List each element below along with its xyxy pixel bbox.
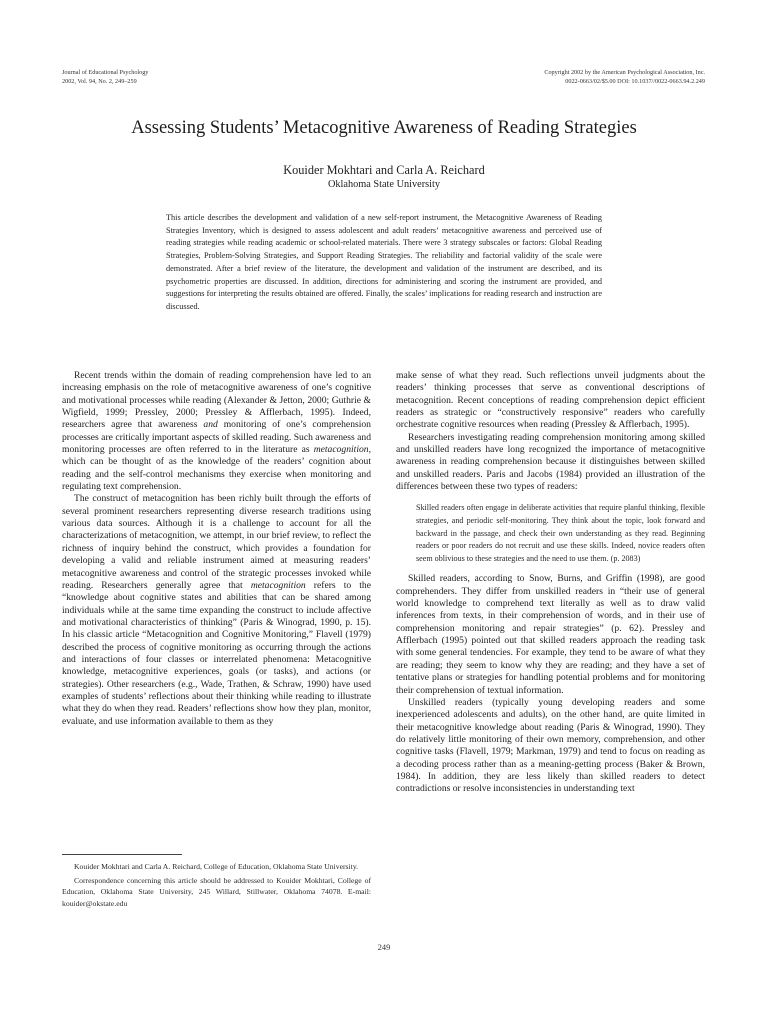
abstract: This article describes the development and validation of a new self-report instrument, the Metacognitive Awareness of Reading Strategies Inventory, which is designed to assess adolescent and adult readers’ metacognitive awareness and perceived use of reading strategies while reading academic or school-related materials. There were 3 strategy subscales or factors: Global Reading Strategies, Problem-Solving Strategies, and Support Reading Strategies. The reliability and factorial validity of the scale were demonstrated. After a brief review of the literature, the development and validation of the instrument are described, and its psychometric properties are discussed. In addition, directions for administering and scoring the instrument are provided, and suggestions for interpreting the results obtained are offered. Finally, the scales’ implications for reading research and instruction are discussed.	[166, 213, 602, 311]
footnote-divider	[62, 854, 182, 855]
article-title: Assessing Students’ Metacognitive Awareness of Reading Strategies	[131, 118, 637, 138]
right-column	[396, 370, 705, 796]
copyright-line: Copyright 2002 by the American Psychological Association, Inc.	[544, 69, 705, 76]
correspondence-note: Correspondence concerning this article should be addressed to Kouider Mokhtari, College of Education, Oklahoma State University, 245 Willard, Stillwater, Oklahoma 74078. E-mail: kouider@okstate.edu	[62, 875, 371, 908]
journal-volume: 2002, Vol. 94, No. 2, 249–259	[62, 77, 137, 85]
page-number: 249	[377, 943, 391, 952]
left-column	[62, 370, 371, 728]
emphasis-text: and	[203, 419, 218, 431]
author-names: Kouider Mokhtari and Carla A. Reichard	[283, 163, 485, 177]
text-run: monitoring of one’s comprehension processes are critically important aspects of skilled reading. Such awareness and monitoring processes are often referred to in the literature as	[62, 419, 371, 456]
body-paragraph: Unskilled readers (typically young developing readers and some inexperienced adolescents and adults), on the other hand, are quite limited in their metacognitive knowledge about reading (Paris & Winograd, 1990). They do relatively little monitoring of their own memory, comprehension, and other cognitive tasks (Flavell, 1979; Markman, 1979) and tend to focus on reading as a decoding process rather than as a meaning-getting process (Baker & Brown, 1984). In addition, they are less likely than skilled readers to detect contradictions or resolve inconsistencies in understanding text	[396, 696, 705, 795]
journal-name: Journal of Educational Psychology	[62, 69, 149, 76]
author-note: Kouider Mokhtari and Carla A. Reichard, College of Education, Oklahoma State University.	[74, 862, 359, 871]
copyright-header	[440, 69, 705, 86]
emphasis-text: metacognition,	[313, 444, 371, 456]
body-paragraph	[62, 493, 371, 728]
emphasis-text: metacognition	[250, 579, 306, 591]
body-paragraph: Skilled readers, according to Snow, Burns, and Griffin (1998), are good comprehenders. They differ from unskilled readers in “their use of general world knowledge to comprehend text literally as well as to draw valid inferences from texts, in their comprehension of words, and in their use of comprehension monitoring and repair strategies” (p. 62). Pressley and Afflerbach (1995) pointed out that skilled readers approach the reading task with some general tendencies. For example, they tend to be aware of what they are reading; they seem to know why they are reading; and they have a set of tentative plans or strategies for handling potential problems and for monitoring their comprehension of textual information.	[396, 573, 705, 696]
body-paragraph: Researchers investigating reading comprehension monitoring among skilled and unskilled readers have long recognized the importance of metacognitive awareness in reading comprehension because it distinguishes between skilled and unskilled readers. Paris and Jacobs (1984) provided an illustration of the differences between these two types of readers:	[396, 431, 705, 493]
journal-header	[62, 69, 322, 86]
text-run: which can be thought of as the knowledge of the readers’ cognition about reading and the self-control mechanisms they exercise when monitoring and regulating text comprehension.	[62, 456, 371, 493]
text-run: Recent trends within the domain of reading comprehension have led to an increasing emphasis on the role of metacognitive awareness of one’s cognitive and motivational processes while reading (Alexander & Jetton, 2000; Guthrie & Wigfield, 1999; Pressley, 2000; Pressley & Afflerbach, 1995). Indeed, researchers agree that awareness	[62, 370, 371, 431]
text-run: The construct of metacognition has been richly built through the efforts of several prominent researchers representing diverse research traditions using various data sources. Although it is a challenge to account for all the characterizations of metacognition, we attempt, in our brief review, to reflect the richness of inquiry behind the construct, which provides a foundation for developing a valid and reliable instrument aimed at measuring readers’ metacognitive awareness and control of the strategic processes invoked while reading. Researchers generally agree that	[62, 493, 371, 591]
footnotes	[62, 861, 371, 911]
text-run: refers to the “knowledge about cognitive states and abilities that can be shared among individuals while at the same time expanding the construct to include affective and motivational characteristics of thinking” (Paris & Winograd, 1990, p. 15). In his classic article “Metacognition and Cognitive Monitoring,” Flavell (1979) described the process of cognitive monitoring as occurring through the actions and interactions of four classes or interrelated phenomena: Metacognitive knowledge, metacognitive experiences, goals (or tasks), and actions (or strategies). Other researchers (e.g., Wade, Trathen, & Schraw, 1990) have used examples of students’ reflections about their thinking while reading to illustrate what they do when they read. Readers’ reflections show how they plan, monitor, evaluate, and use information available to them as they	[62, 579, 371, 727]
body-paragraph	[62, 370, 371, 493]
body-paragraph: make sense of what they read. Such reflections unveil judgments about the readers’ thinking processes that serve as conventional descriptions of metacognition. Recent conceptions of reading comprehension depict efficient readers as strategic or “constructively responsive” readers who carefully orchestrate cognitive resources when reading (Pressley & Afflerbach, 1995).	[396, 370, 705, 431]
doi-line: 0022-0663/02/$5.00 DOI: 10.1037//0022-0663.94.2.249	[565, 77, 705, 85]
author-affiliation: Oklahoma State University	[327, 179, 441, 190]
block-quote: Skilled readers often engage in deliberate activities that require planful thinking, flexible strategies, and periodic self-monitoring. They think about the topic, look forward and backward in the passage, and check their own understanding as they read. Beginning readers or poor readers do not recruit and use these skills. Indeed, novice readers often seem oblivious to these strategies and the need to use them. (p. 2083)	[416, 503, 705, 563]
